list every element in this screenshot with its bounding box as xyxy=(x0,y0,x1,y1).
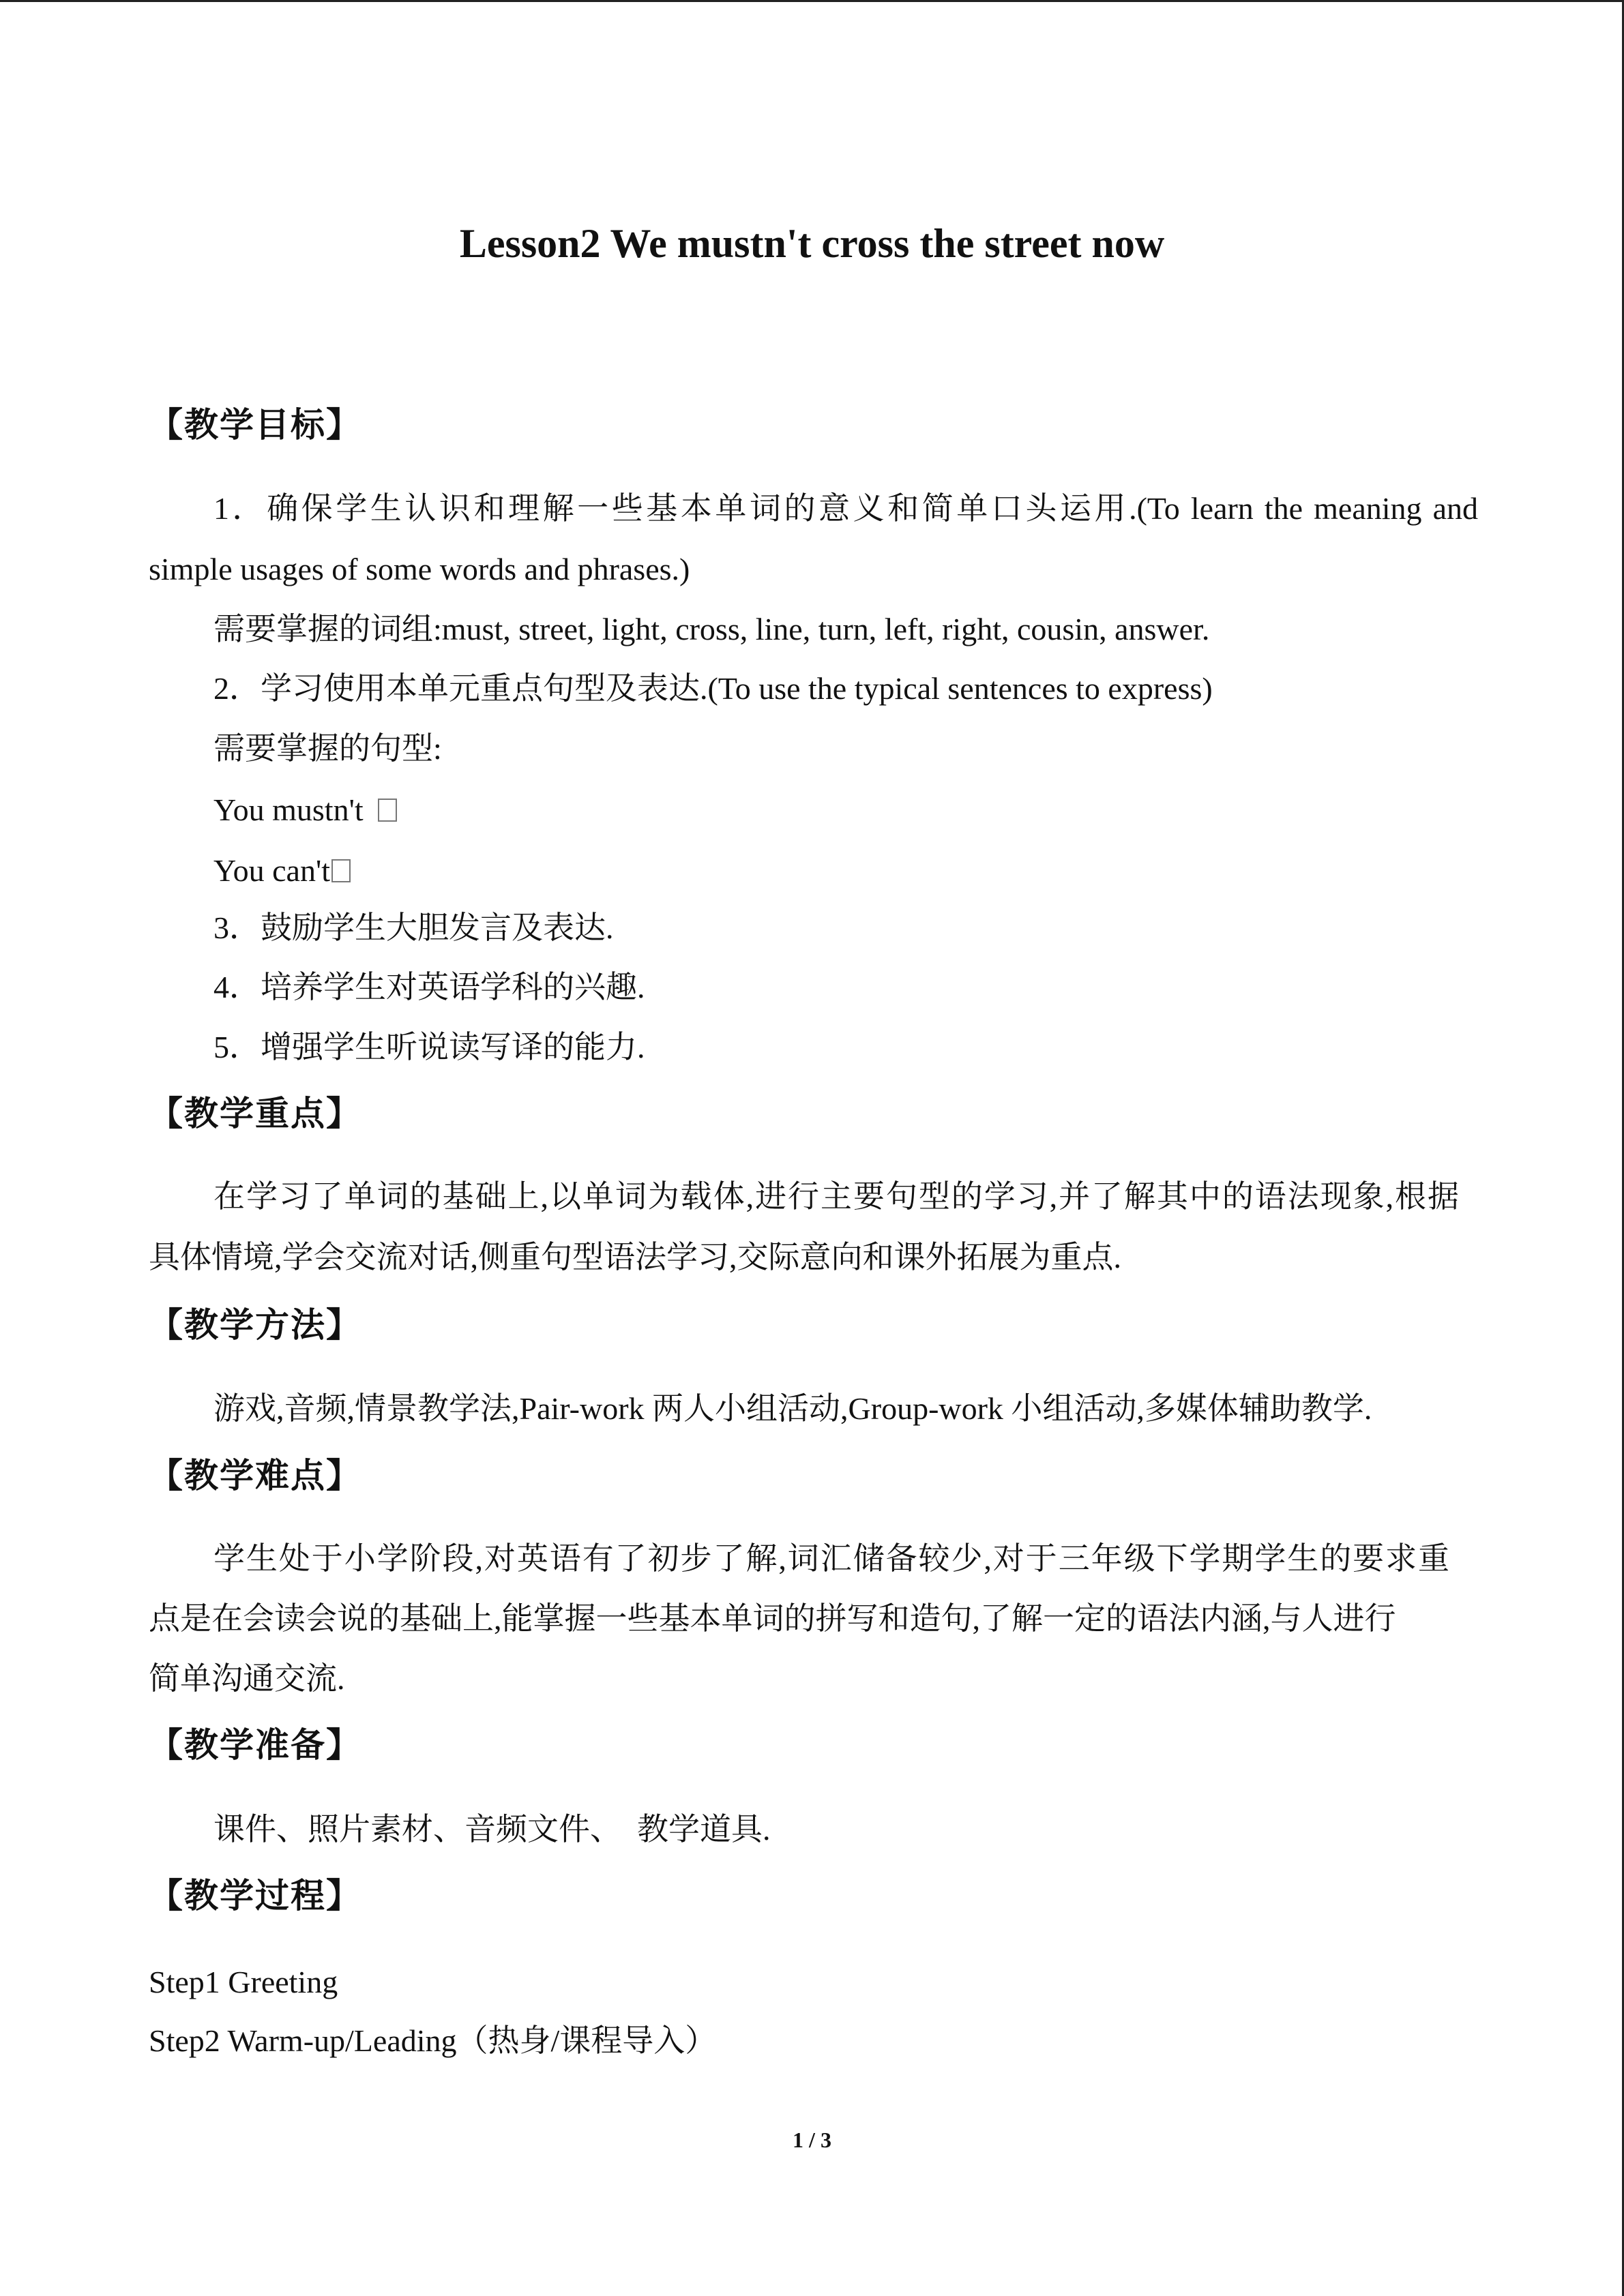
sentence-pattern-1-text: You mustn't xyxy=(213,792,372,827)
section-heading-key-points: 【教学重点】 xyxy=(149,1094,361,1133)
sentence-pattern-1 xyxy=(213,788,397,833)
objective-item-4: 4．培养学生对英语学科的兴趣. xyxy=(213,970,645,1004)
key-points-line-1: 在学习了单词的基础上,以单词为载体,进行主要句型的学习,并了解其中的语法现象,根据 xyxy=(213,1179,1459,1214)
difficulties-line-2: 点是在会读会说的基础上,能掌握一些基本单词的拼写和造句,了解一定的语法内涵,与人进行 xyxy=(149,1601,1396,1636)
preparation-line-1: 课件、照片素材、音频文件、 教学道具. xyxy=(213,1812,771,1847)
section-heading-difficulties: 【教学难点】 xyxy=(149,1456,361,1495)
document-title: Lesson2 We mustn't cross the street now xyxy=(459,221,1165,266)
sentences-label: 需要掌握的句型: xyxy=(213,731,442,766)
difficulties-line-3: 简单沟通交流. xyxy=(149,1661,345,1696)
page-border-top xyxy=(0,0,1624,2)
objective-item-3: 3．鼓励学生大胆发言及表达. xyxy=(213,910,614,945)
objective-item-1-line-2: simple usages of some words and phrases.) xyxy=(149,552,690,586)
sentence-pattern-2-text: You can't xyxy=(213,853,331,888)
objective-item-1-line-1: 1．确保学生认识和理解一些基本单词的意义和简单口头运用.(To learn the meaning and xyxy=(213,491,1478,526)
key-points-line-2: 具体情境,学会交流对话,侧重句型语法学习,交际意向和课外拓展为重点. xyxy=(149,1240,1121,1274)
page-number: 1 / 3 xyxy=(793,2128,831,2152)
sentence-pattern-2 xyxy=(213,848,351,893)
process-step-1: Step1 Greeting xyxy=(149,1965,338,1999)
methods-line-1: 游戏,音频,情景教学法,Pair-work 两人小组活动,Group-work 小组活动,多媒体辅助教学. xyxy=(213,1391,1372,1426)
phrases-line: 需要掌握的词组:must, street, light, cross, line, turn, left, right, cousin, answer. xyxy=(213,612,1210,646)
blank-box-icon xyxy=(331,859,351,882)
process-step-2: Step2 Warm-up/Leading（热身/课程导入） xyxy=(149,2023,717,2058)
difficulties-line-1: 学生处于小学阶段,对英语有了初步了解,词汇储备较少,对于三年级下学期学生的要求重 xyxy=(213,1541,1449,1576)
section-heading-process: 【教学过程】 xyxy=(149,1876,361,1915)
section-heading-objectives: 【教学目标】 xyxy=(149,405,361,445)
objective-item-5: 5．增强学生听说读写译的能力. xyxy=(213,1030,645,1064)
section-heading-methods: 【教学方法】 xyxy=(149,1305,361,1345)
blank-box-icon xyxy=(378,799,397,822)
objective-item-2: 2．学习使用本单元重点句型及表达.(To use the typical sentences to express) xyxy=(213,671,1213,706)
section-heading-preparation: 【教学准备】 xyxy=(149,1725,361,1765)
